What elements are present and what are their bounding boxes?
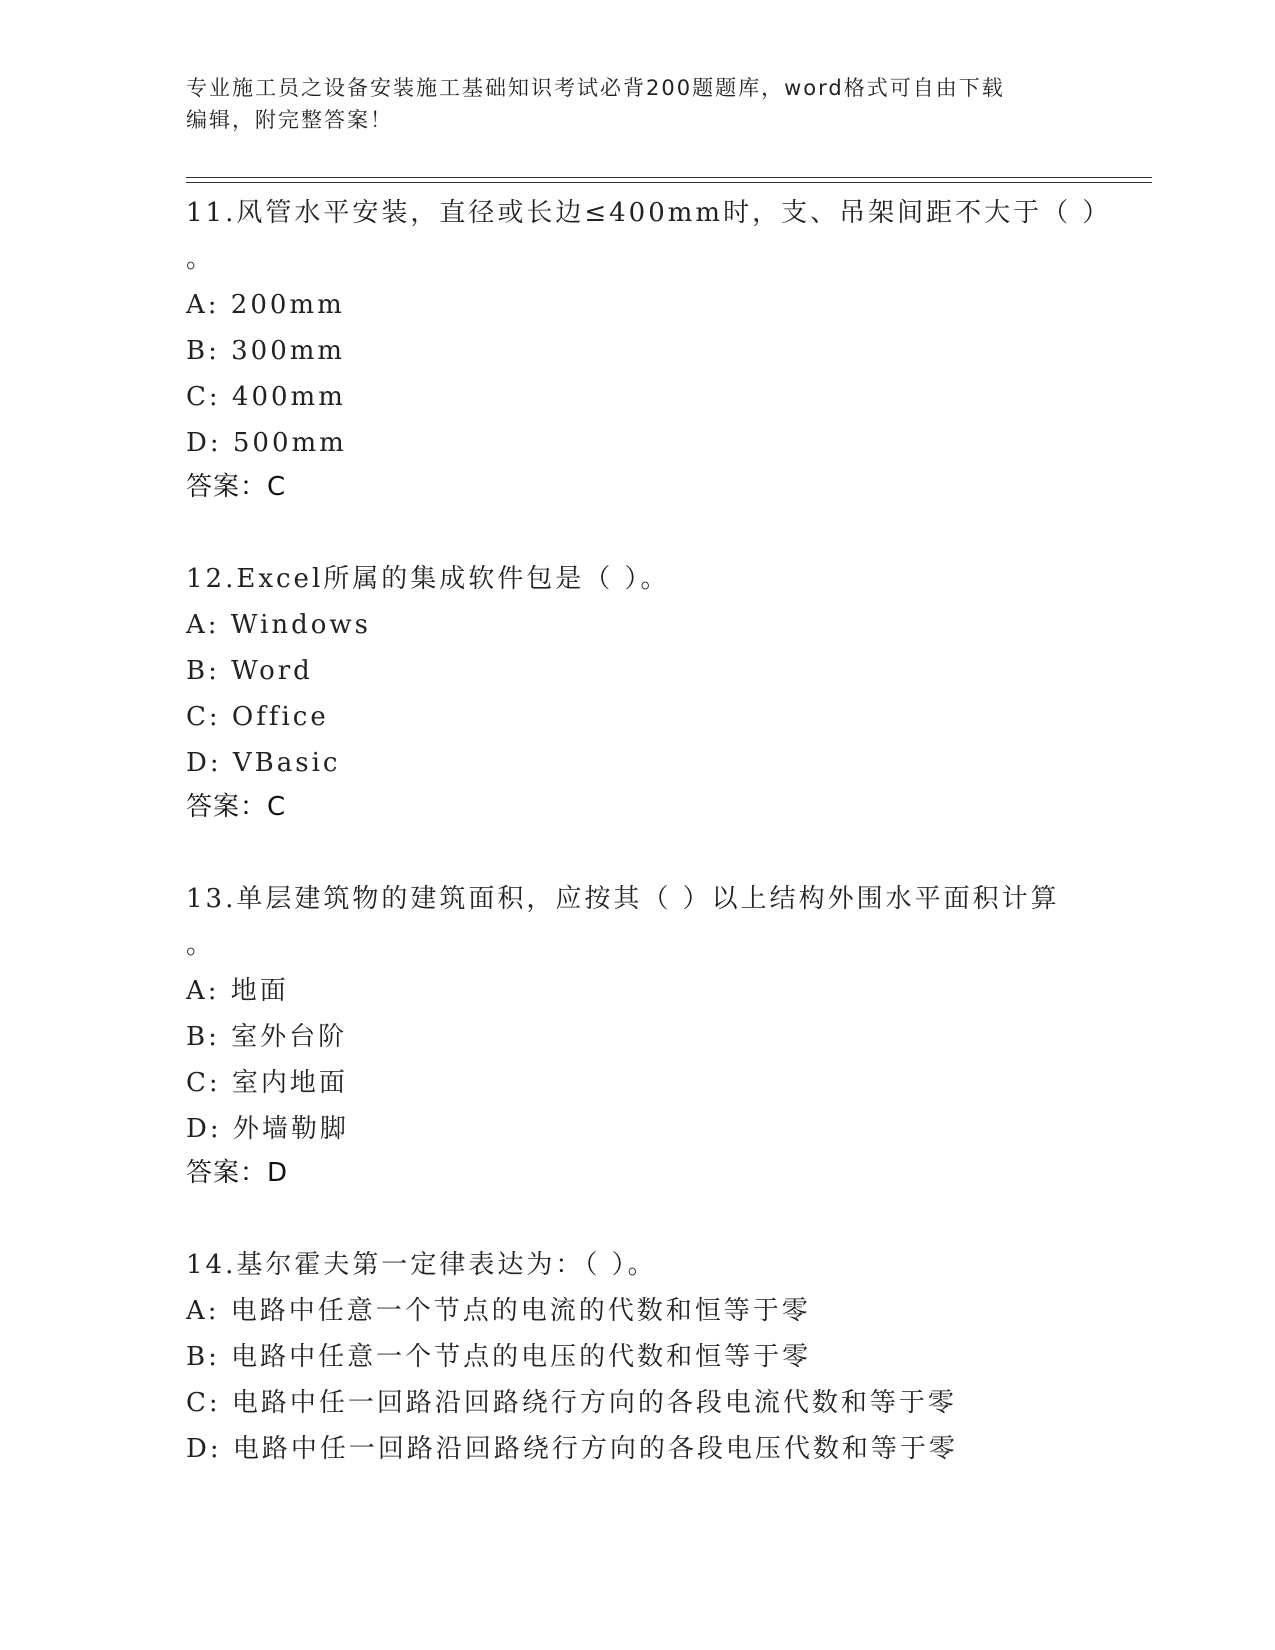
option-b: B: Word (186, 656, 313, 686)
header-title-line2: 编辑，附完整答案！ (186, 108, 393, 132)
option-d: D: 500mm (186, 428, 347, 458)
document-header (186, 72, 1086, 136)
question-list (186, 190, 1152, 1472)
question-stem-tail: 。 (186, 244, 216, 274)
answer-line: 答案：D (186, 1158, 289, 1188)
option-b: B: 电路中任意一个节点的电压的代数和恒等于零 (186, 1342, 812, 1372)
option-d: D: 外墙勒脚 (186, 1114, 349, 1144)
option-c: C: 电路中任一回路沿回路绕行方向的各段电流代数和等于零 (186, 1388, 957, 1418)
option-b: B: 室外台阶 (186, 1022, 348, 1052)
answer-line: 答案：C (186, 792, 287, 822)
option-b: B: 300mm (186, 336, 346, 366)
question-11 (186, 190, 1152, 508)
option-d: D: VBasic (186, 748, 341, 778)
option-c: C: Office (186, 702, 329, 732)
option-a: A: 电路中任意一个节点的电流的代数和恒等于零 (186, 1296, 811, 1326)
option-a: A: 地面 (186, 976, 289, 1006)
option-a: A: Windows (186, 610, 372, 640)
header-divider-top (186, 177, 1152, 178)
header-divider-bottom (186, 182, 1152, 183)
question-stem: 11.风管水平安装，直径或长边≤400mm时，支、吊架间距不大于（ ） (186, 198, 1112, 228)
option-a: A: 200mm (186, 290, 345, 320)
question-13 (186, 876, 1152, 1194)
option-c: C: 室内地面 (186, 1068, 348, 1098)
question-12 (186, 556, 1152, 828)
question-stem: 12.Excel所属的集成软件包是（ ）。 (186, 564, 670, 594)
question-stem-tail: 。 (186, 930, 216, 960)
header-title-line1: 专业施工员之设备安装施工基础知识考试必背200题题库，word格式可自由下载 (186, 76, 1005, 100)
answer-line: 答案：C (186, 472, 287, 502)
option-d: D: 电路中任一回路沿回路绕行方向的各段电压代数和等于零 (186, 1434, 958, 1464)
question-stem: 13.单层建筑物的建筑面积，应按其（ ）以上结构外围水平面积计算 (186, 884, 1060, 914)
question-stem: 14.基尔霍夫第一定律表达为：（ ）。 (186, 1250, 657, 1280)
question-14 (186, 1242, 1152, 1472)
option-c: C: 400mm (186, 382, 346, 412)
